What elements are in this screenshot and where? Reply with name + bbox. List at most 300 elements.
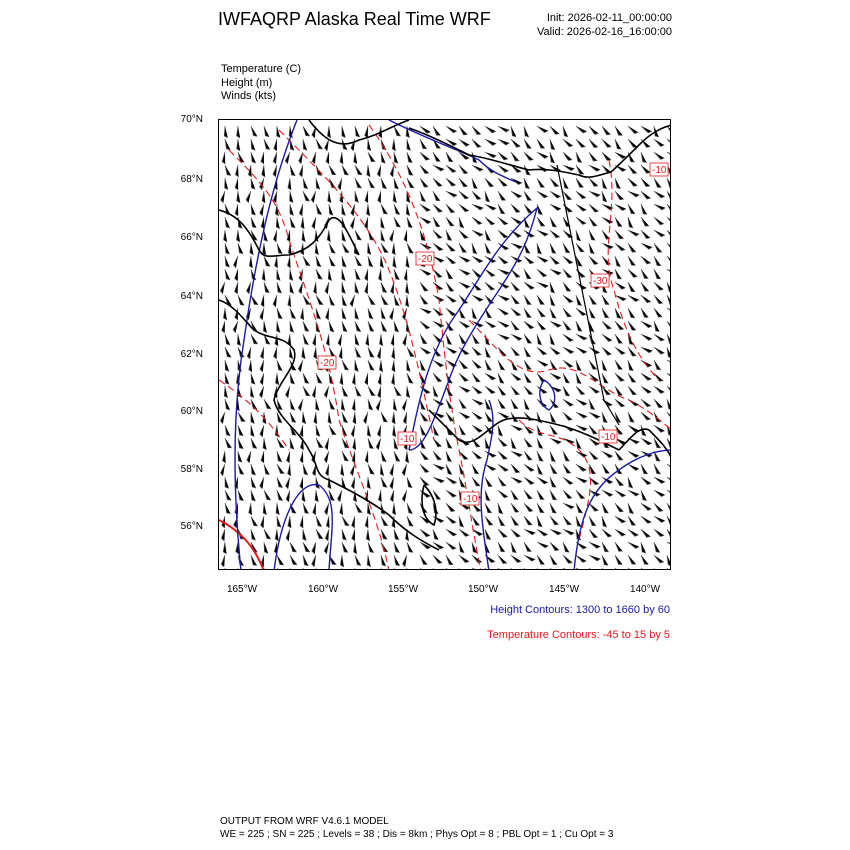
wind-barb xyxy=(589,529,598,538)
wind-barb xyxy=(316,269,323,279)
wind-barb xyxy=(589,503,599,511)
wind-barb xyxy=(290,373,295,384)
wind-barb xyxy=(628,295,639,302)
wind-barb xyxy=(589,308,596,318)
wind-barb xyxy=(524,191,532,200)
wind-barb xyxy=(563,529,574,535)
wind-barb xyxy=(392,243,395,255)
wind-barb xyxy=(589,165,600,171)
wind-barb xyxy=(498,542,505,552)
wind-barb xyxy=(563,191,572,200)
wind-barb xyxy=(355,256,362,266)
wind-barb xyxy=(365,451,368,463)
wind-barb xyxy=(433,555,442,563)
wind-barb xyxy=(550,230,560,238)
wind-barb xyxy=(589,386,600,393)
wind-barb xyxy=(563,256,573,264)
wind-barb xyxy=(563,282,571,291)
wind-barb xyxy=(498,334,510,340)
wind-barb xyxy=(261,152,264,164)
wind-barb xyxy=(602,152,611,161)
wind-barb xyxy=(394,217,401,227)
wind-barb xyxy=(446,230,452,240)
lat-label-60: 60°N xyxy=(180,406,203,417)
lon-label-160: 160°W xyxy=(307,584,339,595)
wind-barb xyxy=(550,373,561,379)
wind-barb xyxy=(563,139,573,147)
temperature-contours xyxy=(219,125,671,570)
wind-barb xyxy=(511,516,519,525)
wind-barb xyxy=(563,412,572,420)
wind-barb xyxy=(628,477,633,488)
wind-barb xyxy=(238,464,244,474)
wind-barb xyxy=(602,126,611,135)
wind-barb xyxy=(498,165,509,172)
wind-barb xyxy=(420,451,429,460)
wind-barb xyxy=(351,425,355,437)
wind-barb xyxy=(365,516,368,528)
wind-barb xyxy=(654,217,664,225)
wind-barb xyxy=(602,373,608,383)
wind-barb xyxy=(667,334,671,344)
wind-barb xyxy=(329,256,335,266)
wind-barb xyxy=(485,347,491,358)
wind-barb xyxy=(576,295,582,306)
wind-barb xyxy=(602,308,609,318)
wind-barb xyxy=(327,126,330,138)
wind-barb xyxy=(654,152,664,160)
wind-barb xyxy=(485,386,495,394)
wind-barb xyxy=(589,516,596,526)
wind-barb xyxy=(641,386,652,393)
wind-barb xyxy=(420,321,430,329)
wind-barb xyxy=(406,256,410,268)
wind-barb xyxy=(576,139,585,147)
wind-barb xyxy=(235,178,238,190)
wind-barb xyxy=(251,529,256,540)
wind-barb xyxy=(563,178,569,189)
wind-barb xyxy=(498,477,506,486)
wind-barb xyxy=(342,282,346,294)
wind-barb xyxy=(277,360,283,371)
wind-barb xyxy=(641,568,651,570)
wind-barb xyxy=(350,295,355,307)
wind-barb xyxy=(511,451,523,457)
wind-barb xyxy=(511,243,523,249)
field-height-label: Height (m) xyxy=(221,77,273,89)
wind-barb xyxy=(287,451,291,463)
wind-barb xyxy=(537,438,543,448)
wind-barb xyxy=(433,256,444,262)
wind-barb xyxy=(316,373,322,383)
wind-barb xyxy=(328,477,332,489)
wind-barb xyxy=(498,399,506,408)
wind-barb xyxy=(654,503,663,512)
wind-barb xyxy=(524,178,530,189)
wind-barb xyxy=(353,412,356,424)
wind-barb xyxy=(273,165,277,177)
wind-barb xyxy=(365,269,368,281)
wind-barb xyxy=(537,165,548,172)
wind-barb xyxy=(641,217,649,226)
wind-barb xyxy=(390,490,394,502)
wind-barb xyxy=(602,464,610,473)
wind-barb xyxy=(394,438,398,449)
wind-barb xyxy=(654,178,661,188)
wind-barb xyxy=(615,373,625,381)
wind-barb xyxy=(446,438,452,448)
wind-barb xyxy=(563,126,568,137)
wind-barb xyxy=(420,399,426,410)
wind-barb xyxy=(498,464,509,471)
wind-barb xyxy=(313,334,316,346)
wind-barb xyxy=(628,282,635,292)
wind-barb xyxy=(302,490,306,502)
wind-barb xyxy=(420,425,426,435)
wind-barb xyxy=(641,152,647,163)
wind-barb xyxy=(537,295,545,304)
wind-barb xyxy=(563,464,571,473)
wind-barb xyxy=(393,425,397,437)
wind-barb xyxy=(615,347,625,355)
wind-barb xyxy=(290,412,296,422)
wind-barb xyxy=(498,295,509,301)
wind-barb xyxy=(355,191,359,202)
wind-barb xyxy=(537,282,549,288)
wind-barb xyxy=(654,191,665,198)
wind-barb xyxy=(563,269,572,278)
wind-barb xyxy=(641,477,651,485)
wind-barb xyxy=(485,282,495,290)
wind-barb xyxy=(393,256,397,268)
wind-barb xyxy=(368,386,375,396)
wind-barb xyxy=(326,152,329,164)
wind-barb xyxy=(381,230,385,241)
wind-barb xyxy=(537,490,544,500)
wind-barb xyxy=(576,386,585,395)
wind-barb xyxy=(311,191,316,203)
wind-barb xyxy=(654,490,665,497)
wind-barb xyxy=(667,243,671,251)
wind-barb xyxy=(220,282,225,294)
wind-barb xyxy=(329,165,336,175)
wind-barb xyxy=(602,139,611,147)
wind-barb xyxy=(342,425,347,436)
wind-barb xyxy=(537,464,543,475)
wind-barb xyxy=(498,217,508,225)
chart-title: IWFAQRP Alaska Real Time WRF xyxy=(218,9,491,29)
wind-barb xyxy=(329,347,336,357)
wind-barb xyxy=(602,191,607,202)
wind-barb xyxy=(339,347,342,359)
wind-barb xyxy=(223,308,227,320)
wind-barb xyxy=(342,204,346,216)
wind-barb xyxy=(407,152,413,163)
wind-barb xyxy=(342,516,349,526)
wind-barb xyxy=(641,464,648,474)
wind-barb xyxy=(394,178,399,189)
wind-barb xyxy=(299,204,303,216)
wind-barb xyxy=(654,256,661,266)
wind-barb xyxy=(654,529,664,537)
wind-barb xyxy=(329,425,336,435)
wind-barb xyxy=(550,152,555,163)
wind-barb xyxy=(235,165,238,177)
wind-barb xyxy=(485,217,495,225)
wind-barb xyxy=(446,555,453,565)
wind-barb xyxy=(394,386,401,396)
wind-barb xyxy=(667,295,671,305)
wind-barb xyxy=(498,386,506,395)
wind-barb xyxy=(338,178,342,190)
wind-barb xyxy=(459,269,470,275)
wind-barb xyxy=(498,269,510,275)
wind-barb xyxy=(367,477,371,489)
wind-barb xyxy=(402,490,407,502)
wind-barb xyxy=(459,217,464,228)
temperature-label: -10 xyxy=(652,165,667,176)
wind-barb xyxy=(563,321,571,330)
wind-barb xyxy=(511,360,518,370)
wind-barb xyxy=(550,347,560,355)
wind-barb xyxy=(589,542,600,548)
wind-barb xyxy=(225,503,231,514)
wind-barb xyxy=(276,217,280,229)
wind-barb xyxy=(303,503,309,514)
wind-barb xyxy=(537,243,542,254)
wind-barb xyxy=(303,386,310,396)
wind-barb xyxy=(550,555,557,565)
wind-barb xyxy=(329,243,336,253)
wind-barb xyxy=(589,451,598,460)
wind-barb xyxy=(392,373,395,385)
wind-barb xyxy=(511,568,519,570)
wind-barb xyxy=(303,529,307,541)
wind-barb xyxy=(485,464,496,471)
wind-barb xyxy=(235,282,238,294)
wind-barb xyxy=(641,516,651,523)
wind-barb xyxy=(381,568,388,570)
wind-barb xyxy=(524,529,536,535)
wind-barb xyxy=(576,165,584,174)
wind-barb xyxy=(326,516,329,528)
wind-barb xyxy=(524,490,533,499)
wind-barb xyxy=(459,477,465,487)
wind-barb xyxy=(277,282,282,293)
wind-barb xyxy=(615,516,626,523)
wind-barb xyxy=(221,555,225,567)
wind-barb xyxy=(602,243,614,249)
wind-barb xyxy=(390,464,394,476)
wind-barb xyxy=(667,178,671,188)
wind-barb xyxy=(376,399,381,411)
wind-barb xyxy=(355,555,361,565)
wind-barb xyxy=(420,334,427,344)
wind-barb xyxy=(667,438,671,448)
wind-barb xyxy=(251,295,258,305)
wind-barb xyxy=(498,126,509,132)
wind-barb xyxy=(394,321,399,332)
wind-barb xyxy=(273,295,277,307)
wind-barb xyxy=(251,373,255,384)
wind-barb xyxy=(667,204,671,213)
wind-barb xyxy=(365,373,368,385)
wind-barb xyxy=(326,308,329,320)
wind-barb xyxy=(524,152,533,160)
wind-barb xyxy=(403,555,408,567)
wind-barb xyxy=(485,490,490,501)
wind-barb xyxy=(300,516,303,528)
wind-barb xyxy=(550,568,560,570)
wind-barb xyxy=(511,490,518,500)
wind-barb xyxy=(472,243,477,254)
wind-barb xyxy=(563,152,572,161)
wind-barb xyxy=(524,503,533,512)
temperature-labels xyxy=(318,163,668,505)
wind-barb xyxy=(576,152,582,163)
wind-barb xyxy=(394,529,399,540)
wind-barb xyxy=(402,464,407,476)
wind-barb xyxy=(237,230,241,242)
wind-barb xyxy=(407,542,413,552)
wind-barb xyxy=(264,139,270,149)
wind-barb xyxy=(222,451,225,463)
wind-barb xyxy=(641,399,651,407)
wind-barb xyxy=(511,412,518,422)
wind-barb xyxy=(328,269,332,281)
wind-barb xyxy=(420,165,429,174)
wind-barb xyxy=(238,243,243,254)
wind-barb xyxy=(420,347,431,354)
wind-barb xyxy=(275,334,278,346)
wind-barb xyxy=(407,347,414,357)
wind-barb xyxy=(433,451,442,460)
wind-barb xyxy=(537,477,548,484)
wind-barb xyxy=(260,425,264,437)
wind-barb xyxy=(303,373,309,383)
wind-barb xyxy=(537,217,545,226)
wind-barb xyxy=(472,360,482,368)
wind-barb xyxy=(667,373,671,380)
height-legend: Height Contours: 1300 to 1660 by 60 xyxy=(490,604,670,616)
wind-barb xyxy=(290,542,297,552)
wind-barb xyxy=(537,308,546,317)
wind-barb xyxy=(602,555,608,565)
wind-barb xyxy=(286,529,290,541)
wind-barb xyxy=(235,568,238,570)
wind-barb xyxy=(394,542,400,553)
wind-barb xyxy=(368,256,373,267)
wind-barb xyxy=(576,412,587,418)
wind-barb xyxy=(498,412,509,419)
wind-barb xyxy=(277,555,284,565)
wind-barb xyxy=(576,204,587,211)
wind-barb xyxy=(563,308,572,317)
wind-barb xyxy=(472,308,477,319)
wind-barb xyxy=(446,308,456,316)
wind-barb xyxy=(225,178,229,190)
wind-barb xyxy=(576,178,584,187)
wind-barb xyxy=(667,542,671,548)
wind-barb xyxy=(667,126,671,134)
wind-barb xyxy=(628,126,638,134)
wind-barb xyxy=(433,217,440,227)
wind-barb xyxy=(420,217,431,224)
wind-barb xyxy=(511,321,519,330)
wind-barb xyxy=(446,217,454,226)
wind-barb xyxy=(589,412,600,418)
wind-barb xyxy=(550,282,555,293)
wind-barb xyxy=(537,386,547,394)
wind-barb xyxy=(628,243,636,252)
wind-barb xyxy=(524,399,530,410)
lat-label-70: 70°N xyxy=(180,114,203,125)
wind-barb xyxy=(223,542,226,554)
wind-barb xyxy=(667,308,671,314)
wind-barb xyxy=(420,308,432,314)
weather-map xyxy=(218,119,671,570)
wind-barb xyxy=(576,243,584,252)
wind-barb xyxy=(302,347,306,359)
wind-barb xyxy=(312,152,316,164)
wind-barb xyxy=(615,321,624,330)
wind-barb xyxy=(325,282,329,294)
wind-barb xyxy=(420,204,431,211)
lat-label-66: 66°N xyxy=(180,232,203,243)
wind-barb xyxy=(498,139,509,145)
wind-barb xyxy=(394,451,400,461)
wind-barb xyxy=(394,204,400,214)
wind-barb xyxy=(615,477,624,486)
wind-barb xyxy=(365,126,368,138)
wind-barb xyxy=(342,308,346,319)
wind-barb xyxy=(550,178,559,187)
wind-barb xyxy=(365,217,368,229)
wind-barb xyxy=(339,568,342,570)
wind-barb xyxy=(459,542,464,553)
wind-barb xyxy=(654,139,664,147)
wind-barb xyxy=(602,568,611,570)
wind-barb xyxy=(472,451,482,459)
wind-barb xyxy=(563,503,575,509)
wind-barb xyxy=(368,438,374,449)
wind-barb xyxy=(381,295,388,305)
wind-barb xyxy=(368,464,375,474)
wind-barb xyxy=(628,555,636,564)
wind-barb xyxy=(615,217,622,227)
wind-barb xyxy=(472,230,483,236)
wind-barb xyxy=(524,347,531,357)
lat-label-68: 68°N xyxy=(180,174,203,185)
wind-barb xyxy=(667,412,671,421)
wind-barb xyxy=(377,165,381,177)
wind-barb xyxy=(628,412,634,422)
wind-barb xyxy=(263,503,267,515)
wind-barb xyxy=(498,503,503,514)
wind-barb xyxy=(394,555,400,566)
wind-barb xyxy=(667,490,671,497)
wind-barb xyxy=(324,451,329,463)
wind-barb xyxy=(589,425,597,434)
wind-barb xyxy=(377,347,381,359)
wind-barb xyxy=(433,204,443,212)
wind-barb xyxy=(251,425,255,437)
wind-barb xyxy=(667,529,671,538)
wind-barb xyxy=(550,425,558,434)
wind-barb xyxy=(250,243,254,255)
wind-barb xyxy=(628,568,638,570)
wind-barb xyxy=(628,217,633,228)
